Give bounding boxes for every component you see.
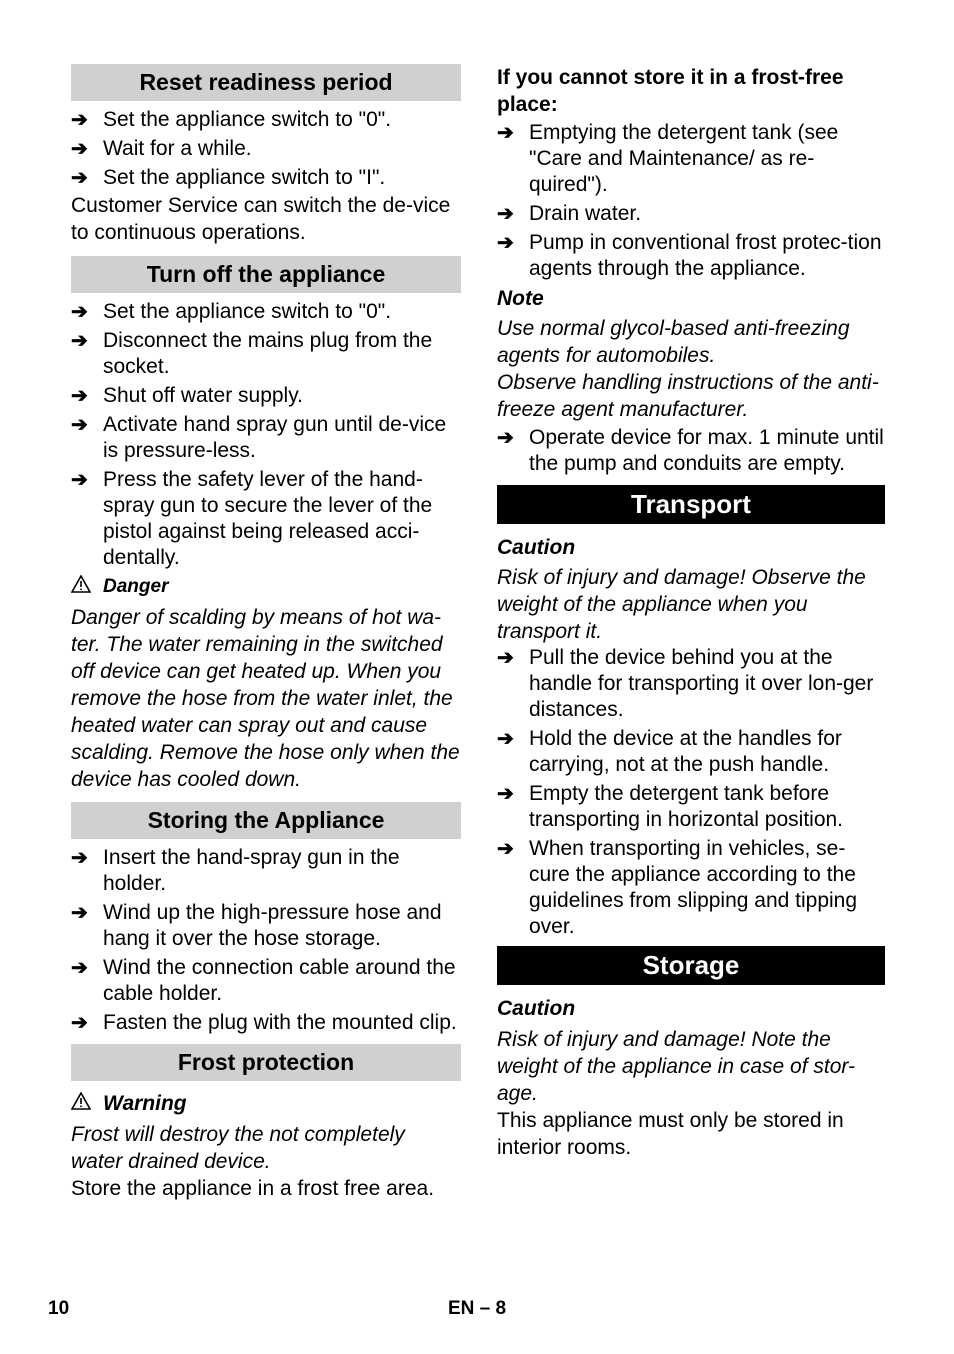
danger-label: Danger — [103, 576, 169, 597]
arrow-icon: ➔ — [497, 838, 514, 860]
list-item-text: Emptying the detergent tank (see "Care and Maintenance/ as re-quired"). — [529, 121, 839, 196]
transport-steps — [497, 645, 885, 940]
list-item-text: Wait for a while. — [103, 137, 252, 160]
note-text-2: Observe handling instructions of the anti-freeze agent manufacturer. — [497, 371, 879, 421]
arrow-icon: ➔ — [71, 301, 88, 323]
list-item — [497, 425, 885, 477]
heading-frost-protection: Frost protection — [71, 1044, 461, 1081]
list-item-text: Set the appliance switch to "0". — [103, 108, 392, 131]
arrow-icon: ➔ — [497, 427, 514, 449]
list-item-text: Pump in conventional frost protec-tion agents through the appliance. — [529, 231, 882, 280]
warning-triangle-icon — [71, 574, 103, 600]
list-item-text: Disconnect the mains plug from the socket. — [103, 329, 433, 378]
list-item-text: Shut off water supply. — [103, 384, 304, 407]
not-frost-free-steps — [497, 120, 885, 282]
arrow-icon: ➔ — [497, 122, 514, 144]
arrow-icon: ➔ — [71, 957, 88, 979]
list-item-text: Set the appliance switch to "I". — [103, 166, 386, 189]
warning-text: Frost will destroy the not completely water drained device. — [71, 1123, 405, 1173]
storage-caution-label: Caution — [497, 997, 576, 1020]
list-item — [71, 955, 461, 1007]
arrow-icon: ➔ — [71, 414, 88, 436]
section-label: EN – 8 — [448, 1298, 507, 1319]
list-item — [71, 136, 461, 162]
arrow-icon: ➔ — [71, 847, 88, 869]
warning-label-row — [71, 1091, 461, 1117]
right-column — [497, 64, 885, 1161]
list-item — [71, 900, 461, 952]
list-item-text: Drain water. — [529, 202, 642, 225]
list-item-text: Operate device for max. 1 minute until the pump and conduits are empty. — [529, 426, 884, 475]
storing-steps — [71, 845, 461, 1036]
reset-text: Customer Service can switch the de-vice to continuous operations. — [71, 194, 451, 244]
list-item-text: Press the safety lever of the hand-spray gun to secure the lever of the pistol against being released acci-dentally. — [103, 468, 433, 569]
storage-caution-text: Risk of injury and damage! Note the weight of the appliance in case of stor-age. — [497, 1028, 855, 1105]
list-item — [71, 845, 461, 897]
list-item — [71, 412, 461, 464]
list-item — [71, 299, 461, 325]
danger-text: Danger of scalding by means of hot wa-ter. The water remaining in the switched off device can get heated up. When you remove the hose from the water inlet, the heated water can spray out and cause scalding. Remove the hose only when the device has cooled down. — [71, 606, 460, 791]
arrow-icon: ➔ — [497, 647, 514, 669]
operate-steps — [497, 425, 885, 477]
storage-text: This appliance must only be stored in interior rooms. — [497, 1109, 844, 1159]
list-item-text: Activate hand spray gun until de-vice is pressure-less. — [103, 413, 447, 462]
reset-steps — [71, 107, 461, 191]
warning-label: Warning — [103, 1092, 187, 1115]
danger-label-row — [71, 574, 461, 600]
list-item — [497, 645, 885, 723]
note-label: Note — [497, 287, 544, 310]
note-text-1: Use normal glycol-based anti-freezing agents for automobiles. — [497, 317, 850, 367]
list-item-text: Set the appliance switch to "0". — [103, 300, 392, 323]
list-item-text: When transporting in vehicles, se-cure the appliance according to the guidelines from slipping and tipping over. — [529, 837, 858, 938]
transport-caution-label: Caution — [497, 536, 576, 559]
list-item — [71, 165, 461, 191]
list-item-text: Empty the detergent tank before transporting in horizontal position. — [529, 782, 844, 831]
left-column — [71, 64, 461, 1202]
arrow-icon: ➔ — [497, 728, 514, 750]
list-item-text: Wind up the high-pressure hose and hang it over the hose storage. — [103, 901, 442, 950]
frost-text: Store the appliance in a frost free area. — [71, 1177, 435, 1200]
list-item — [71, 1010, 461, 1036]
arrow-icon: ➔ — [497, 783, 514, 805]
list-item — [497, 120, 885, 198]
not-frost-free-title: If you cannot store it in a frost-free place: — [497, 66, 844, 116]
list-item — [71, 467, 461, 571]
arrow-icon: ➔ — [71, 330, 88, 352]
arrow-icon: ➔ — [71, 1012, 88, 1034]
list-item — [497, 201, 885, 227]
list-item — [71, 383, 461, 409]
list-item-text: Pull the device behind you at the handle for transporting it over lon-ger distances. — [529, 646, 874, 721]
turn-off-steps — [71, 299, 461, 571]
list-item — [497, 726, 885, 778]
list-item — [71, 328, 461, 380]
arrow-icon: ➔ — [71, 138, 88, 160]
heading-storage: Storage — [497, 946, 885, 985]
arrow-icon: ➔ — [71, 385, 88, 407]
list-item — [497, 781, 885, 833]
heading-storing-appliance: Storing the Appliance — [71, 802, 461, 839]
list-item — [497, 836, 885, 940]
list-item — [497, 230, 885, 282]
arrow-icon: ➔ — [71, 167, 88, 189]
arrow-icon: ➔ — [497, 203, 514, 225]
heading-reset-readiness: Reset readiness period — [71, 64, 461, 101]
list-item-text: Wind the connection cable around the cable holder. — [103, 956, 456, 1005]
transport-caution-text: Risk of injury and damage! Observe the weight of the appliance when you transport it. — [497, 566, 866, 643]
heading-transport: Transport — [497, 485, 885, 524]
arrow-icon: ➔ — [71, 469, 88, 491]
warning-triangle-icon — [71, 1091, 103, 1117]
list-item-text: Hold the device at the handles for carrying, not at the push handle. — [529, 727, 842, 776]
arrow-icon: ➔ — [497, 232, 514, 254]
arrow-icon: ➔ — [71, 902, 88, 924]
list-item-text: Insert the hand-spray gun in the holder. — [103, 846, 400, 895]
list-item — [71, 107, 461, 133]
heading-turn-off: Turn off the appliance — [71, 256, 461, 293]
list-item-text: Fasten the plug with the mounted clip. — [103, 1011, 457, 1034]
arrow-icon: ➔ — [71, 109, 88, 131]
page-number: 10 — [48, 1298, 70, 1319]
